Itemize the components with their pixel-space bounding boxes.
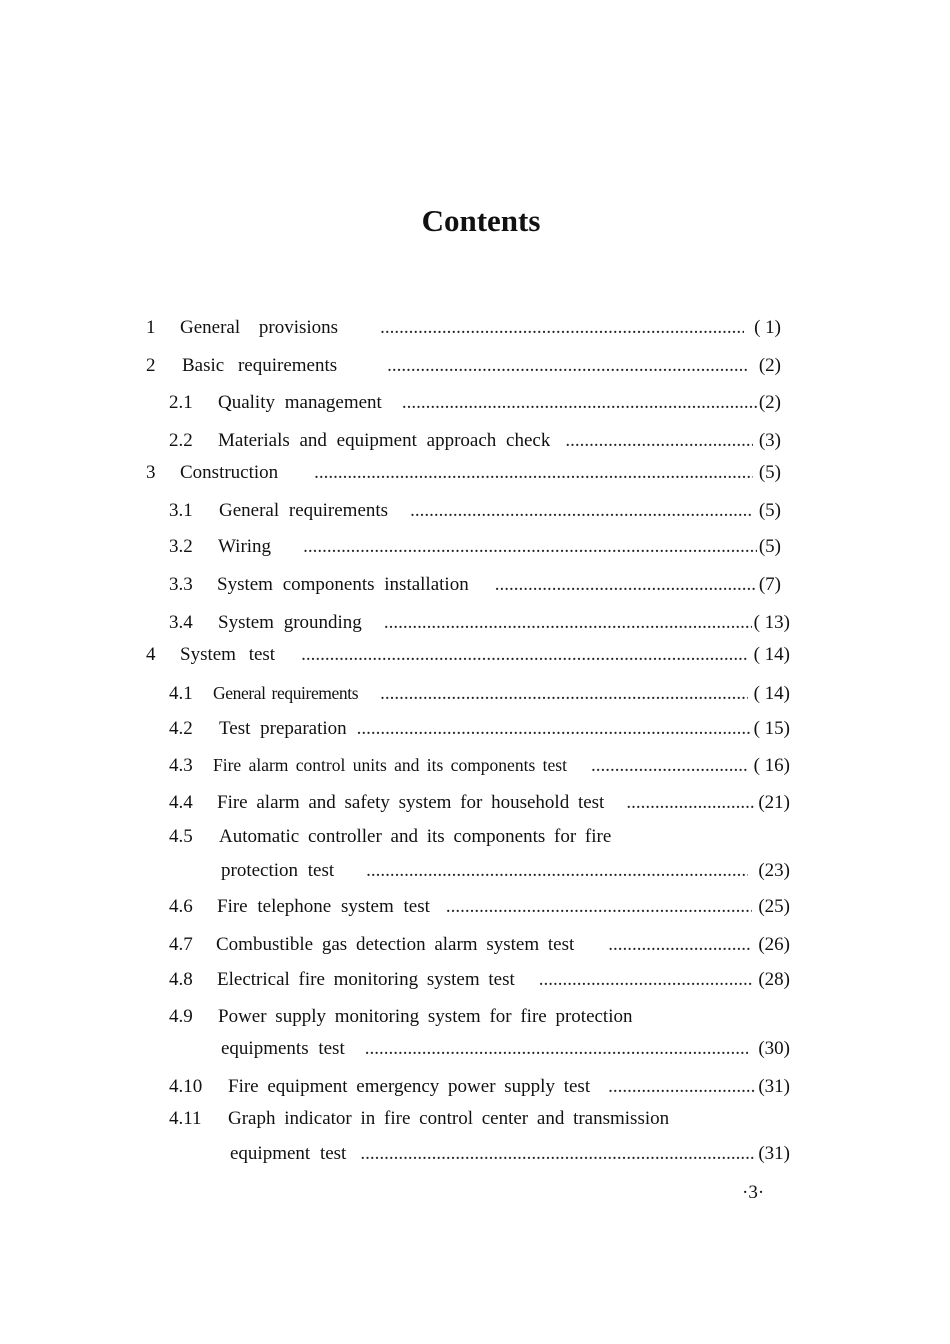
toc-entry[interactable] <box>169 716 790 742</box>
toc-entry-label: Basic requirements <box>182 355 338 376</box>
toc-entry-number: 3.2 <box>169 536 193 557</box>
toc-entry-label: System test <box>180 644 276 665</box>
toc-entry-number: 4.3 <box>169 755 193 776</box>
toc-entry-number: 4.5 <box>169 826 193 847</box>
toc-entry-continuation[interactable] <box>221 858 790 884</box>
toc-entry[interactable] <box>169 428 781 454</box>
toc-entry[interactable] <box>146 315 781 341</box>
toc-entry-number: 3 <box>146 462 156 483</box>
toc-entry-number: 2 <box>146 355 156 376</box>
toc-entry[interactable] <box>146 460 781 486</box>
toc-leader-dots <box>402 390 757 416</box>
toc-leader-dots <box>384 610 752 636</box>
toc-leader-dots <box>366 858 748 884</box>
toc-leader-dots <box>608 1074 756 1100</box>
toc-entry[interactable] <box>146 353 781 379</box>
toc-entry-continuation[interactable] <box>230 1141 790 1167</box>
toc-entry-number: 4.10 <box>169 1076 203 1097</box>
toc-entry-label: Test preparation <box>219 718 347 739</box>
toc-entry-number: 4 <box>146 644 156 665</box>
toc-entry-label: General provisions <box>180 317 339 338</box>
toc-leader-dots <box>365 1036 749 1062</box>
page-title: Contents <box>421 203 541 238</box>
toc-entry-page: (5) <box>758 536 781 557</box>
toc-leader-dots <box>608 932 750 958</box>
toc-entry-label: System components installation <box>217 574 469 595</box>
toc-entry-page: (31) <box>758 1076 790 1097</box>
toc-entry-page: ( 13) <box>753 612 790 633</box>
toc-leader-dots <box>539 967 753 993</box>
toc-entry-number: 4.2 <box>169 718 193 739</box>
toc-leader-dots <box>314 460 753 486</box>
toc-entry[interactable] <box>169 967 790 993</box>
toc-entry-number: 3.3 <box>169 574 193 595</box>
toc-entry-page: (21) <box>758 792 790 813</box>
toc-entry-page: (26) <box>758 934 790 955</box>
toc-entry[interactable] <box>169 824 790 850</box>
toc-entry-label: Fire equipment emergency power supply test <box>228 1076 591 1097</box>
toc-entry[interactable] <box>169 1106 790 1132</box>
toc-entry[interactable] <box>169 610 790 636</box>
toc-entry[interactable] <box>169 752 790 778</box>
toc-entry-label: General requirements <box>219 500 389 521</box>
toc-entry-label: Graph indicator in fire control center and transmission <box>228 1108 670 1129</box>
toc-entry[interactable] <box>169 572 781 598</box>
toc-entry-page: (5) <box>758 500 781 521</box>
toc-entry[interactable] <box>146 642 790 668</box>
toc-entry-number: 3.4 <box>169 612 193 633</box>
toc-entry-page: (5) <box>758 462 781 483</box>
toc-entry-number: 2.2 <box>169 430 193 451</box>
toc-entry-page: ( 16) <box>753 755 790 776</box>
toc-leader-dots <box>410 498 753 524</box>
toc-entry-page: (31) <box>758 1143 790 1164</box>
toc-entry-label: General requirements <box>213 683 359 703</box>
toc-entry[interactable] <box>169 894 790 920</box>
toc-entry-label: Materials and equipment approach check <box>218 430 551 451</box>
toc-entry-page: (25) <box>758 896 790 917</box>
toc-entry-label-cont: protection test <box>221 860 335 881</box>
toc-entry-label-cont: equipments test <box>221 1038 345 1059</box>
toc-entry[interactable] <box>169 680 790 706</box>
toc-entry-label: Fire telephone system test <box>217 896 430 917</box>
toc-leader-dots <box>446 894 752 920</box>
toc-leader-dots <box>360 1141 756 1167</box>
toc-entry-number: 1 <box>146 317 156 338</box>
toc-entry-page: (3) <box>758 430 781 451</box>
toc-entry-label: Combustible gas detection alarm system test <box>216 934 575 955</box>
toc-leader-dots <box>380 315 744 341</box>
toc-entry-page: (2) <box>758 392 781 413</box>
toc-entry-page: ( 14) <box>753 683 790 704</box>
toc-leader-dots <box>303 534 757 560</box>
toc-entry-number: 4.11 <box>169 1108 202 1129</box>
toc-entry-page: (28) <box>758 969 790 990</box>
toc-entry-page: ( 15) <box>753 718 790 739</box>
toc-entry-label: Fire alarm control units and its components test <box>213 755 567 775</box>
toc-entry-number: 4.4 <box>169 792 193 813</box>
toc-entry[interactable] <box>169 534 781 560</box>
toc-entry[interactable] <box>169 1004 790 1030</box>
toc-entry-page: (2) <box>758 355 781 376</box>
toc-leader-dots <box>357 716 752 742</box>
toc-entry-continuation[interactable] <box>221 1036 790 1062</box>
toc-entry-page: (30) <box>758 1038 790 1059</box>
toc-entry[interactable] <box>169 790 790 816</box>
toc-leader-dots <box>495 572 757 598</box>
toc-entry-number: 2.1 <box>169 392 193 413</box>
toc-entry-number: 4.7 <box>169 934 193 955</box>
toc-entry-page: (23) <box>758 860 790 881</box>
toc-entry[interactable] <box>169 1074 790 1100</box>
toc-entry-label: Construction <box>180 462 279 483</box>
toc-entry-page: ( 14) <box>753 644 790 665</box>
page-number: ·3· <box>742 1182 765 1203</box>
toc-leader-dots <box>301 642 748 668</box>
toc-entry-number: 4.6 <box>169 896 193 917</box>
toc-entry-number: 4.9 <box>169 1006 193 1027</box>
toc-entry-page: ( 1) <box>754 317 781 338</box>
toc-entry-label: Power supply monitoring system for fire protection <box>218 1006 633 1027</box>
toc-entry-number: 3.1 <box>169 500 193 521</box>
toc-entry-number: 4.1 <box>169 683 193 704</box>
toc-entry[interactable] <box>169 932 790 958</box>
toc-entry-label: Fire alarm and safety system for household test <box>217 792 605 813</box>
toc-entry[interactable] <box>169 498 781 524</box>
toc-entry-number: 4.8 <box>169 969 193 990</box>
toc-leader-dots <box>380 681 747 707</box>
toc-entry[interactable] <box>169 390 781 416</box>
toc-leader-dots <box>626 790 756 816</box>
toc-entry-page: (7) <box>758 574 781 595</box>
toc-leader-dots <box>387 353 749 379</box>
toc-leader-dots <box>591 753 748 779</box>
toc-entry-label: Wiring <box>218 536 272 557</box>
toc-entry-label: Quality management <box>218 392 382 413</box>
toc-entry-label: Automatic controller and its components for fire <box>219 826 612 847</box>
toc-leader-dots <box>565 428 753 454</box>
toc-entry-label-cont: equipment test <box>230 1143 347 1164</box>
toc-entry-label: Electrical fire monitoring system test <box>217 969 515 990</box>
toc-entry-label: System grounding <box>218 612 362 633</box>
